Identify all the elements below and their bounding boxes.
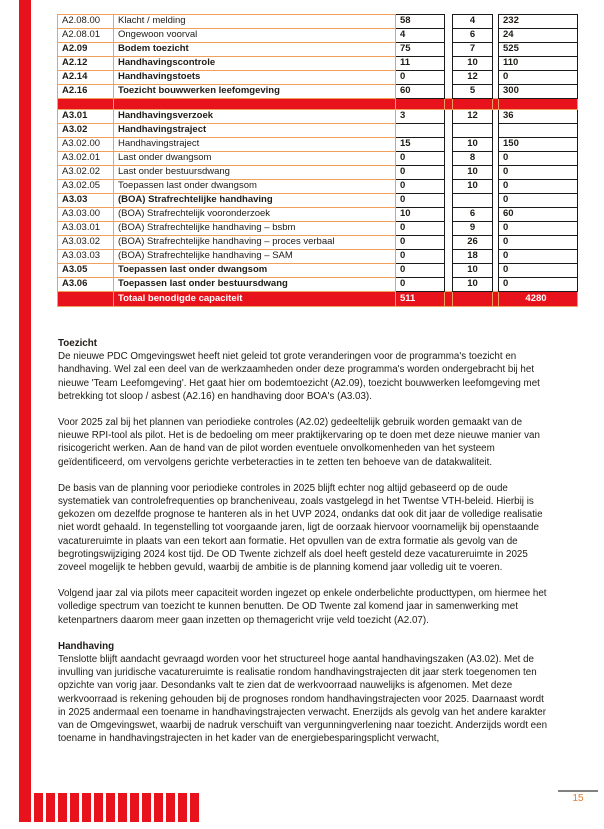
row-value-cell: 525: [499, 43, 578, 57]
row-description-cell: Handhavingscontrole: [114, 57, 396, 71]
row-value-cell: 10: [453, 278, 493, 292]
row-value-cell: 12: [453, 110, 493, 124]
row-value-cell: 0: [499, 250, 578, 264]
separator-row: [58, 99, 578, 110]
table-row: [58, 278, 578, 292]
gap-cell: [445, 57, 453, 71]
total-value-cell: [453, 292, 493, 307]
row-code-cell: A3.02.01: [58, 152, 114, 166]
row-code-cell: A3.01: [58, 110, 114, 124]
gap-cell: [445, 138, 453, 152]
row-value-cell: 0: [396, 71, 445, 85]
row-code-cell: A2.08.00: [58, 15, 114, 29]
row-code-cell: A2.08.01: [58, 29, 114, 43]
red-dash: [118, 793, 127, 822]
row-value-cell: 150: [499, 138, 578, 152]
gap-cell: [445, 250, 453, 264]
row-code-cell: A3.03.00: [58, 208, 114, 222]
table-row: [58, 250, 578, 264]
row-description-cell: Bodem toezicht: [114, 43, 396, 57]
row-value-cell: 10: [453, 166, 493, 180]
row-value-cell: 0: [396, 236, 445, 250]
row-value-cell: 26: [453, 236, 493, 250]
row-value-cell: 0: [499, 152, 578, 166]
gap-cell: [445, 194, 453, 208]
gap-cell: [445, 278, 453, 292]
table-row: [58, 124, 578, 138]
row-value-cell: [453, 124, 493, 138]
row-value-cell: [396, 124, 445, 138]
gap-cell: [445, 85, 453, 99]
paragraph: Voor 2025 zal bij het plannen van periodieke controles (A2.02) gedeeltelijk gebruik worden gemaakt van de nieuwe RPI-tool als pilot. Het is de bedoeling om meer praktijkervaring op te doen met deze nieuwe manier van risicogericht werken. Aan de hand van de pilot worden eventuele onvolkomenheden van het systeem geïdentificeerd, om vervolgens gerichte verbeteracties in te zetten ten behoeve van de datakwaliteit.: [58, 417, 540, 468]
bottom-red-dashes: [34, 793, 199, 822]
total-value-cell: 511: [396, 292, 445, 307]
row-value-cell: 0: [396, 166, 445, 180]
gap-cell: [445, 264, 453, 278]
row-value-cell: 24: [499, 29, 578, 43]
row-value-cell: 5: [453, 85, 493, 99]
total-row: [58, 292, 578, 307]
row-value-cell: 60: [499, 208, 578, 222]
row-value-cell: 0: [499, 222, 578, 236]
table-row: [58, 166, 578, 180]
red-dash: [166, 793, 175, 822]
row-description-cell: (BOA) Strafrechtelijk vooronderzoek: [114, 208, 396, 222]
row-value-cell: 58: [396, 15, 445, 29]
total-value-cell: 4280: [499, 292, 578, 307]
red-dash: [190, 793, 199, 822]
row-description-cell: Handhavingsverzoek: [114, 110, 396, 124]
row-description-cell: (BOA) Strafrechtelijke handhaving – proces verbaal: [114, 236, 396, 250]
row-value-cell: 6: [453, 29, 493, 43]
paragraph: Tenslotte blijft aandacht gevraagd worden voor het structureel hoge aantal handhavingszaken (A3.02). Met de invulling van juridische vacatureruimte is realisatie rondom handhavingstrajecten dit jaar sterk toegenomen ten opzichte van vorig jaar. Desondanks valt te zien dat de werkvoorraad nauwelijks is afgenomen. Met deze werkvoorraad is rekening gehouden bij de prognoses rondom handhavingstrajecten voor 2025. Daarnaast wordt in 2025 andermaal een toename in handhavingstrajecten verwacht. Enerzijds als gevolg van het andere karakter van de Omgevingswet, waarbij de nadruk verschuift van vergunningverlening naar toezicht. Anderzijds wordt een toename in handhavingstrajecten in het kader van de energiebesparingsplicht verwacht,: [58, 654, 548, 745]
separator-cell: [396, 99, 445, 110]
row-code-cell: A3.06: [58, 278, 114, 292]
row-code-cell: A3.03.01: [58, 222, 114, 236]
total-label-cell: Totaal benodigde capaciteit: [114, 292, 396, 307]
body-text: [58, 337, 554, 758]
separator-cell: [499, 99, 578, 110]
row-value-cell: 0: [499, 236, 578, 250]
gap-cell: [445, 180, 453, 194]
row-code-cell: A3.03: [58, 194, 114, 208]
table-row: [58, 194, 578, 208]
gap-cell: [445, 166, 453, 180]
row-value-cell: 10: [453, 57, 493, 71]
row-value-cell: 11: [396, 57, 445, 71]
row-value-cell: 110: [499, 57, 578, 71]
row-value-cell: 0: [499, 71, 578, 85]
table-row: [58, 264, 578, 278]
row-value-cell: 9: [453, 222, 493, 236]
row-description-cell: Toepassen last onder dwangsom: [114, 180, 396, 194]
table-row: [58, 110, 578, 124]
row-value-cell: 4: [396, 29, 445, 43]
red-dash: [142, 793, 151, 822]
row-value-cell: 0: [396, 250, 445, 264]
row-description-cell: Handhavingstoets: [114, 71, 396, 85]
row-code-cell: A2.16: [58, 85, 114, 99]
table-row: [58, 222, 578, 236]
row-value-cell: 0: [499, 278, 578, 292]
row-value-cell: 75: [396, 43, 445, 57]
gap-cell: [445, 236, 453, 250]
row-value-cell: 7: [453, 43, 493, 57]
row-value-cell: [453, 194, 493, 208]
paragraph: Volgend jaar zal via pilots meer capaciteit worden ingezet op enkele onderbelichte producttypen, om hiermee het volledige spectrum van toezicht te kunnen benutten. De OD Twente zal komend jaar in samenwerking met ketenpartners daarom meer gaan inzetten op themagericht vrije veld toezicht (A2.07).: [58, 588, 547, 626]
page-number: 15: [572, 793, 584, 804]
table-row: [58, 180, 578, 194]
table-row: [58, 29, 578, 43]
gap-cell: [445, 124, 453, 138]
separator-cell: [58, 99, 114, 110]
gap-cell: [445, 292, 453, 307]
row-value-cell: 0: [396, 278, 445, 292]
table-row: [58, 85, 578, 99]
table-row: [58, 57, 578, 71]
row-description-cell: Handhavingstraject: [114, 138, 396, 152]
gap-cell: [445, 152, 453, 166]
red-dash: [94, 793, 103, 822]
row-code-cell: A3.05: [58, 264, 114, 278]
row-value-cell: 0: [396, 222, 445, 236]
red-dash: [130, 793, 139, 822]
row-description-cell: (BOA) Strafrechtelijke handhaving: [114, 194, 396, 208]
row-value-cell: 8: [453, 152, 493, 166]
table-row: [58, 43, 578, 57]
paragraph: De nieuwe PDC Omgevingswet heeft niet geleid tot grote veranderingen voor de programma's toezicht en handhaving. Wel zal een deel van de werkzaamheden onder deze programma's worden ondergebracht bij het nieuwe 'Team Leefomgeving'. Het gaat hier om bodemtoezicht (A2.09), toezicht bouwwerken leefomgeving met betrekking tot sloop / asbest (A2.16) en handhaving door BOA's (A3.03).: [58, 351, 540, 402]
section-heading: Toezicht: [58, 338, 98, 349]
row-code-cell: A3.03.02: [58, 236, 114, 250]
red-dash: [106, 793, 115, 822]
capacity-table-body: [58, 15, 578, 307]
red-dash: [70, 793, 79, 822]
row-value-cell: 15: [396, 138, 445, 152]
row-value-cell: 10: [453, 264, 493, 278]
row-code-cell: A2.14: [58, 71, 114, 85]
table-row: [58, 236, 578, 250]
row-value-cell: 0: [499, 194, 578, 208]
row-description-cell: Last onder bestuursdwang: [114, 166, 396, 180]
red-dash: [34, 793, 43, 822]
gap-cell: [445, 15, 453, 29]
row-code-cell: A2.12: [58, 57, 114, 71]
gap-cell: [445, 71, 453, 85]
row-value-cell: 10: [396, 208, 445, 222]
red-dash: [178, 793, 187, 822]
separator-cell: [114, 99, 396, 110]
row-value-cell: 300: [499, 85, 578, 99]
row-value-cell: 232: [499, 15, 578, 29]
row-description-cell: Toezicht bouwwerken leefomgeving: [114, 85, 396, 99]
row-description-cell: Ongewoon voorval: [114, 29, 396, 43]
row-value-cell: 4: [453, 15, 493, 29]
row-description-cell: Handhavingstraject: [114, 124, 396, 138]
gap-cell: [445, 110, 453, 124]
row-value-cell: 0: [396, 152, 445, 166]
red-dash: [154, 793, 163, 822]
total-code-cell: [58, 292, 114, 307]
footer-divider-line: [558, 790, 598, 792]
table-row: [58, 15, 578, 29]
row-value-cell: 18: [453, 250, 493, 264]
row-value-cell: 10: [453, 138, 493, 152]
row-description-cell: (BOA) Strafrechtelijke handhaving – SAM: [114, 250, 396, 264]
gap-cell: [445, 29, 453, 43]
row-code-cell: A3.03.03: [58, 250, 114, 264]
section-heading: Handhaving: [58, 640, 115, 652]
row-value-cell: 10: [453, 180, 493, 194]
table-row: [58, 138, 578, 152]
separator-cell: [445, 99, 453, 110]
row-description-cell: Last onder dwangsom: [114, 152, 396, 166]
table-row: [58, 208, 578, 222]
row-value-cell: 0: [499, 264, 578, 278]
table-row: [58, 152, 578, 166]
row-code-cell: A3.02.02: [58, 166, 114, 180]
row-value-cell: 0: [499, 180, 578, 194]
gap-cell: [445, 208, 453, 222]
table-row: [58, 71, 578, 85]
left-red-bar: [19, 0, 31, 822]
separator-cell: [453, 99, 493, 110]
row-code-cell: A3.02.00: [58, 138, 114, 152]
row-value-cell: 0: [396, 180, 445, 194]
row-code-cell: A3.02: [58, 124, 114, 138]
row-description-cell: (BOA) Strafrechtelijke handhaving – bsbm: [114, 222, 396, 236]
row-value-cell: 36: [499, 110, 578, 124]
capacity-table: [57, 14, 578, 307]
row-value-cell: 0: [396, 264, 445, 278]
paragraph: De basis van de planning voor periodieke controles in 2025 blijft echter nog altijd gebaseerd op de oude systematiek van controlefrequenties op brancheniveau, zoals vastgelegd in het Twentse VTH-beleid. Hierbij is gekozen om dezelfde prognose te hanteren als in het UVP 2024, ondanks dat ook dit jaar de volledige realisatie niet wordt gehaald. In tegenstelling tot voorgaande jaren, ligt de oorzaak hiervoor voornamelijk bij openstaande vacatureruimte in plaats van een tekort aan formatie. Het opvullen van de extra formatie als gevolg van de begrotingswijziging 2024 kost tijd. De OD Twente zichzelf als doel heeft gesteld deze vacatureruimte in 2025 zoveel mogelijk te hebben gevuld, waarbij de ambitie is de planning komend jaar volledig uit te voeren.: [58, 482, 543, 574]
row-value-cell: 0: [396, 194, 445, 208]
row-description-cell: Toepassen last onder bestuursdwang: [114, 278, 396, 292]
row-code-cell: A3.02.05: [58, 180, 114, 194]
red-dash: [58, 793, 67, 822]
row-description-cell: Toepassen last onder dwangsom: [114, 264, 396, 278]
row-code-cell: A2.09: [58, 43, 114, 57]
row-value-cell: 0: [499, 166, 578, 180]
row-value-cell: 6: [453, 208, 493, 222]
row-description-cell: Klacht / melding: [114, 15, 396, 29]
row-value-cell: [499, 124, 578, 138]
red-dash: [82, 793, 91, 822]
gap-cell: [445, 43, 453, 57]
row-value-cell: 3: [396, 110, 445, 124]
row-value-cell: 60: [396, 85, 445, 99]
red-dash: [46, 793, 55, 822]
row-value-cell: 12: [453, 71, 493, 85]
gap-cell: [445, 222, 453, 236]
